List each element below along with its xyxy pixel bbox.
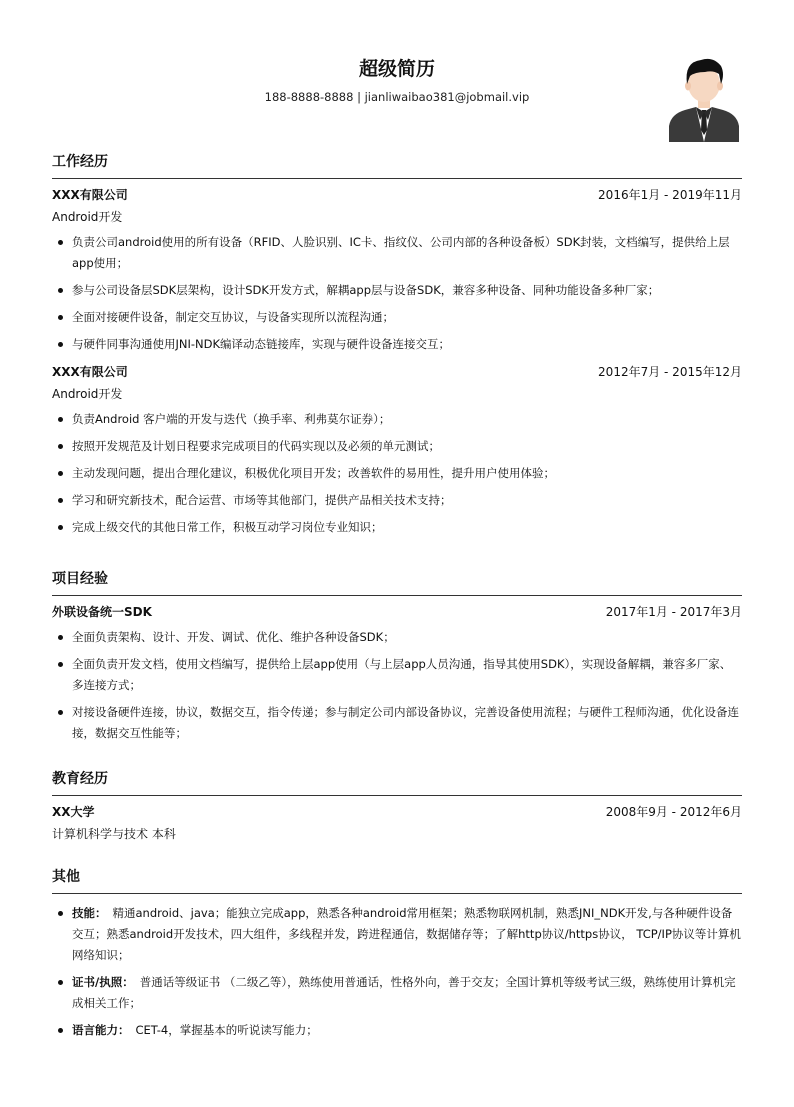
list-item: 完成上级交代的其他日常工作，积极互动学习岗位专业知识； xyxy=(52,517,742,538)
bullet-list xyxy=(52,627,742,744)
list-item: 全面对接硬件设备，制定交互协议，与设备实现所以流程沟通； xyxy=(52,307,742,328)
degree-major: 计算机科学与技术 本科 xyxy=(52,827,176,841)
list-item xyxy=(52,1020,742,1041)
section-title-work: 工作经历 xyxy=(52,154,108,170)
project-entry xyxy=(52,601,742,744)
work-entry xyxy=(52,184,742,355)
contact-line: 188-8888-8888 | jianliwaibao381@jobmail.vip xyxy=(264,90,530,104)
company-name: XXX有限公司 xyxy=(52,365,128,379)
entry-header xyxy=(52,801,742,823)
school-name: XX大学 xyxy=(52,805,95,819)
education-entry xyxy=(52,801,742,845)
section-title-education: 教育经历 xyxy=(52,771,108,787)
entry-header xyxy=(52,184,742,206)
list-item: 参与公司设备层SDK层架构，设计SDK开发方式，解耦app层与设备SDK，兼容多种设备、同种功能设备多种厂家； xyxy=(52,280,742,301)
skills-text: 精通android、java；能独立完成app，熟悉各种android常用框架；熟悉物联网机制，熟悉JNI_NDK开发,与各种硬件设备交互；熟悉android开发技术，四大组件，多线程并发，跨进程通信，数据储存等；了解http协议/https协议， TCP/IP协议等计算机网络知识； xyxy=(72,906,741,962)
section-title-project: 项目经验 xyxy=(52,571,108,587)
education-section xyxy=(52,769,742,845)
company-name: XXX有限公司 xyxy=(52,188,128,202)
project-section xyxy=(52,569,742,750)
list-item: 全面负责架构、设计、开发、调试、优化、维护各种设备SDK； xyxy=(52,627,742,648)
avatar xyxy=(669,50,739,142)
bullet-list xyxy=(52,409,742,538)
entry-header xyxy=(52,601,742,623)
work-entry xyxy=(52,361,742,538)
list-item: 学习和研究新技术，配合运营、市场等其他部门，提供产品相关技术支持； xyxy=(52,490,742,511)
skills-label: 技能： xyxy=(72,906,107,920)
other-section xyxy=(52,867,742,1047)
list-item xyxy=(52,972,742,1014)
project-name: 外联设备统一SDK xyxy=(52,605,152,619)
language-text: CET-4，掌握基本的听说读写能力； xyxy=(135,1023,318,1037)
list-item: 全面负责开发文档，使用文档编写，提供给上层app使用（与上层app人员沟通，指导其使用SDK），实现设备解耦，兼容多厂家、多连接方式； xyxy=(52,654,742,696)
date-range: 2012年7月 - 2015年12月 xyxy=(598,365,742,379)
language-label: 语言能力： xyxy=(72,1023,130,1037)
date-range: 2017年1月 - 2017年3月 xyxy=(605,605,742,619)
list-item: 按照开发规范及计划日程要求完成项目的代码实现以及必须的单元测试； xyxy=(52,436,742,457)
list-item xyxy=(52,903,742,966)
entry-header xyxy=(52,361,742,383)
certificates-text: 普通话等级证书 （二级乙等），熟练使用普通话，性格外向，善于交友；全国计算机等级考试三级，熟练使用计算机完成相关工作； xyxy=(72,975,736,1010)
list-item: 主动发现问题，提出合理化建议，积极优化项目开发；改善软件的易用性，提升用户使用体验； xyxy=(52,463,742,484)
date-range: 2016年1月 - 2019年11月 xyxy=(598,188,742,202)
certificates-label: 证书/执照： xyxy=(72,975,134,989)
list-item: 负责公司android使用的所有设备（RFID、人脸识别、IC卡、指纹仪、公司内部的各种设备板）SDK封装，文档编写，提供给上层app使用； xyxy=(52,232,742,274)
list-item: 与硬件同事沟通使用JNI-NDK编译动态链接库，实现与硬件设备连接交互； xyxy=(52,334,742,355)
job-role: Android开发 xyxy=(52,387,123,401)
section-title-other: 其他 xyxy=(52,869,80,885)
work-section xyxy=(52,152,742,544)
date-range: 2008年9月 - 2012年6月 xyxy=(605,805,742,819)
resume-name: 超级简历 xyxy=(358,58,435,80)
bullet-list xyxy=(52,903,742,1041)
list-item: 负责Android 客户端的开发与迭代（换手率、利弗莫尔证券）； xyxy=(52,409,742,430)
list-item: 对接设备硬件连接，协议，数据交互，指令传递；参与制定公司内部设备协议，完善设备使用流程；与硬件工程师沟通，优化设备连接，数据交互性能等； xyxy=(52,702,742,744)
bullet-list xyxy=(52,232,742,355)
job-role: Android开发 xyxy=(52,210,123,224)
